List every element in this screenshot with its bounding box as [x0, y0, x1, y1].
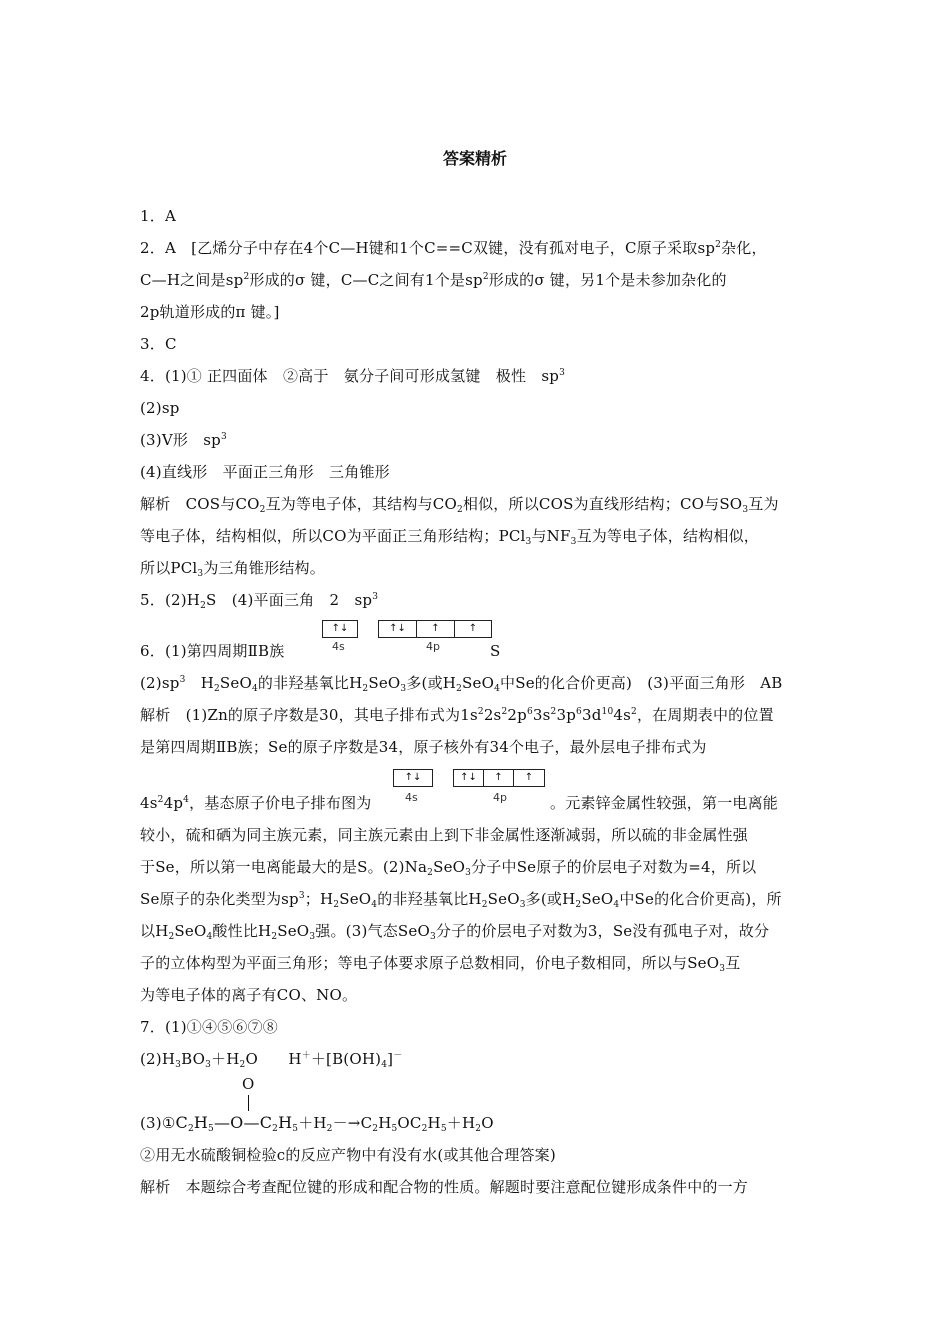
orbital-cell: ↑↓ — [379, 621, 417, 637]
answer-7-1: 7．(1)①④⑤⑥⑦⑧ — [140, 1018, 278, 1036]
analysis-6-line-3a: $4s^24p^4$，基态原子价电子排布图为 — [140, 794, 372, 812]
answer-4-2: (2)sp — [140, 399, 180, 417]
analysis-7-line-1: 解析 本题综合考查配位键的形成和配合物的性质。解题时要注意配位键形成条件中的一方 — [140, 1178, 749, 1196]
orbital-cell: ↑↓ — [454, 770, 484, 786]
structure-bond-line — [248, 1095, 249, 1111]
orbital-4p-box — [453, 769, 545, 787]
structure-oxygen-atom: O — [242, 1075, 255, 1093]
orbital-4s-box — [393, 769, 433, 787]
answer-7-3-2: ②用无水硫酸铜检验c的反应产物中有没有水(或其他合理答案) — [140, 1146, 556, 1164]
orbital-cell: ↑ — [417, 621, 455, 637]
analysis-6-line-9: 为等电子体的离子有CO、NO。 — [140, 986, 358, 1004]
orbital-4s-label: 4s — [405, 791, 418, 804]
orbital-4p-label: 4p — [426, 640, 440, 653]
orbital-cell: ↑ — [468, 623, 478, 634]
answer-2-line-3: 2p轨道形成的π 键。] — [140, 303, 280, 321]
answer-3: 3．C — [140, 335, 177, 353]
answer-4-1: 4．(1)① 正四面体 ②高于 氨分子间可形成氢键 极性 $sp^3$ — [140, 367, 565, 385]
analysis-6-line-5: 于Se，所以第一电离能最大的是S。$(2)Na_2SeO_3$分子中Se原子的价层电子对数为=4，所以 — [140, 858, 757, 878]
orbital-cell: ↑↓ — [404, 772, 422, 783]
orbital-4p-box — [378, 620, 492, 638]
answer-2-line-2: C—H之间是$sp^2$形成的σ 键，C—C之间有1个是$sp^2$形成的σ 键，另1个是未参加杂化的 — [140, 271, 727, 289]
orbital-4s-label: 4s — [332, 640, 345, 653]
answer-7-2: $(2)H_3BO_3+H_2O$ $H^++[B(OH)_4]^-$ — [140, 1050, 403, 1070]
answer-5: 5．$(2)H_2S$ (4)平面三角 2 $sp^3$ — [140, 591, 379, 611]
answer-2-line-1: 2．A [乙烯分子中存在4个C—H键和1个C==C双键，没有孤对电子，C原子采取$sp^2$杂化， — [140, 239, 767, 257]
answer-6-1: 6．(1)第四周期ⅡB族 — [140, 642, 285, 660]
page-title: 答案精析 — [442, 149, 507, 168]
answer-4-4: (4)直线形 平面正三角形 三角锥形 — [140, 463, 390, 481]
analysis-4-line-2: 等电子体，结构相似，所以CO为平面正三角形结构；PCl$_3$与$NF_3$互为等电子体，结构相似， — [140, 527, 759, 547]
answer-4-3: (3)V形 $sp^3$ — [140, 431, 227, 449]
orbital-4p-label: 4p — [493, 791, 507, 804]
orbital-cell: ↑ — [484, 770, 514, 786]
analysis-6-line-1: 解析 (1)Zn的原子序数是30，其电子排布式为$1s^22s^22p^63s^23p^63d^{10}4s^2$，在周期表中的位置 — [140, 706, 774, 724]
orbital-cell: ↑↓ — [331, 623, 349, 634]
analysis-6-line-2: 是第四周期ⅡB族；Se的原子序数是34，原子核外有34个电子，最外层电子排布式为 — [140, 738, 707, 756]
answer-1: 1．A — [140, 207, 176, 225]
orbital-4s-box — [322, 620, 358, 638]
answer-6-element: S — [490, 642, 501, 660]
analysis-6-line-8: 子的立体构型为平面三角形；等电子体要求原子总数相同，价电子数相同，所以与SeO$_3$互 — [140, 954, 741, 974]
answer-7-3: $(3)①C_2H_5—O—C_2H_5+H_2-\to C_2H_5OC_2H_5+H_2O$ — [140, 1113, 494, 1134]
analysis-6-line-4: 较小，硫和硒为同主族元素，同主族元素由上到下非金属性逐渐减弱，所以硫的非金属性强 — [140, 826, 749, 844]
orbital-cell: ↑ — [524, 772, 534, 783]
answer-6-2: $(2)sp^3$ $H_2SeO_4$的非羟基氧比$H_2SeO_3$多(或$H_2SeO_4$中Se的化合价更高) (3)平面三角形 AB — [140, 674, 783, 694]
analysis-6-line-7: 以$H_2SeO_4$酸性比$H_2SeO_3$强。(3)气态SeO$_3$分子的价层电子对数为3，Se没有孤电子对，故分 — [140, 922, 770, 942]
analysis-4-line-1: 解析 COS与$CO_2$互为等电子体，其结构与$CO_2$相似，所以COS为直线形结构；CO与$SO_3$互为 — [140, 495, 779, 515]
analysis-6-line-6: Se原子的杂化类型为$sp^3$；$H_2SeO_4$的非羟基氧比$H_2SeO_3$多(或$H_2SeO_4$中Se的化合价更高)，所 — [140, 890, 782, 910]
analysis-6-line-3b: 。元素锌金属性较强，第一电离能 — [550, 794, 779, 812]
analysis-4-line-3: 所以PCl$_3$为三角锥形结构。 — [140, 559, 325, 579]
